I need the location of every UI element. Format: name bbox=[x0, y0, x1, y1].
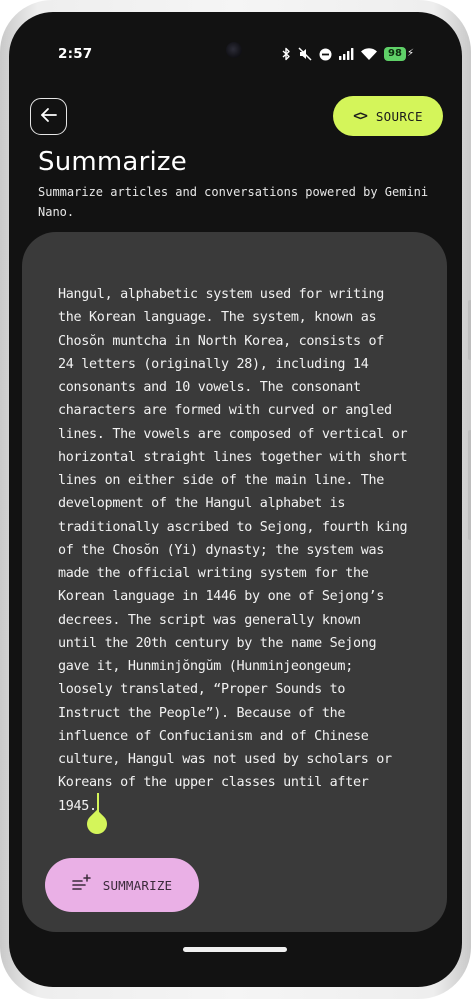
summarize-sparkle-icon bbox=[72, 874, 92, 896]
back-button[interactable] bbox=[30, 98, 67, 135]
source-button-label: SOURCE bbox=[375, 108, 423, 124]
signal-icon bbox=[339, 48, 354, 60]
do-not-disturb-icon bbox=[319, 48, 332, 61]
arrow-left-icon bbox=[40, 107, 58, 127]
home-indicator[interactable] bbox=[183, 947, 287, 952]
code-icon: <> bbox=[353, 108, 367, 124]
mute-icon bbox=[298, 47, 312, 61]
page-subtitle: Summarize articles and conversations powered by Gemini Nano. bbox=[38, 185, 429, 219]
status-time: 2:57 bbox=[58, 46, 93, 62]
battery-icon bbox=[384, 47, 414, 61]
phone-screen bbox=[9, 12, 462, 987]
bluetooth-icon bbox=[282, 47, 291, 61]
article-text-input[interactable]: Hangul, alphabetic system used for writing the Korean language. The system, known as Chosŏn muntcha in North Korea, consists of 24 letters (originally 28), including 14 consonants and 10 vowels. The consonant characters are formed with curved or angled lines. The vowels are composed of vertical or horizontal straight lines together with short lines on either side of the main line. The development of the Hangul alphabet is traditionally ascribed to Sejong, fourth king of the Chosŏn (Yi) dynasty; the system was made the official writing system for the Korean language in 1446 by one of Sejong’s decrees. The script was generally known until the 20th century by the name Sejong gave it, Hunminjŏngŭm (Hunminjeongeum; loosely translated, “Proper Sounds to Instruct the People”). Because of the influence of Confucianism and of Chinese culture, Hangul was not used by scholars or Koreans of the upper classes until after 1945. bbox=[58, 287, 408, 814]
summarize-button[interactable] bbox=[45, 858, 199, 912]
status-bar bbox=[9, 12, 462, 96]
article-card bbox=[22, 232, 447, 932]
wifi-icon bbox=[361, 48, 377, 60]
battery-level: 98 bbox=[384, 47, 406, 61]
source-button[interactable] bbox=[333, 96, 443, 136]
front-camera bbox=[226, 42, 242, 58]
charging-icon: ⚡ bbox=[406, 48, 414, 59]
summarize-button-label: SUMMARIZE bbox=[102, 877, 173, 893]
status-icons bbox=[282, 45, 414, 63]
page-title: Summarize bbox=[38, 147, 187, 177]
